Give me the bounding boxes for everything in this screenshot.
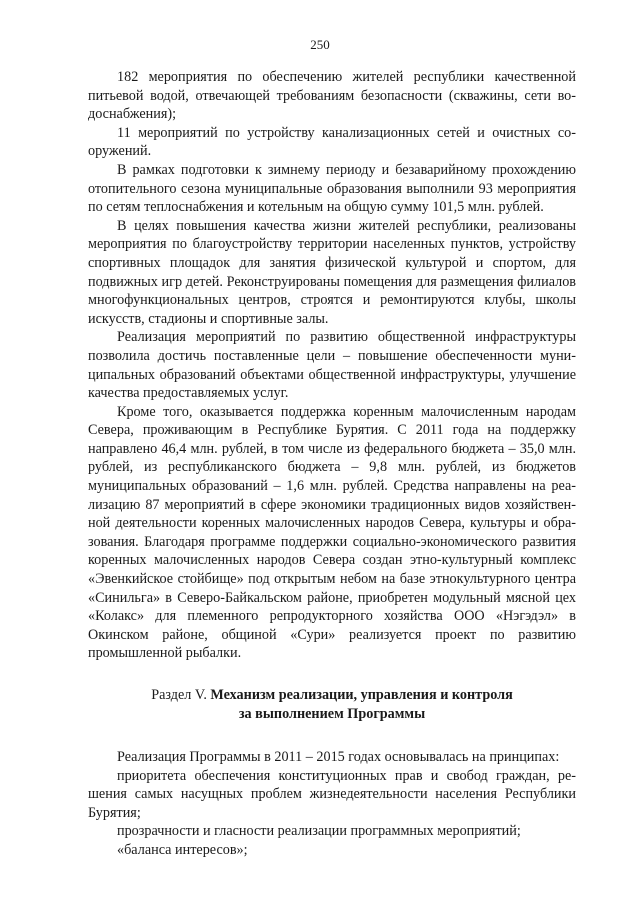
page-number: 250 bbox=[310, 37, 330, 52]
section-heading-prefix: Раздел V. bbox=[151, 687, 211, 703]
paragraph: В рамках подготовки к зимнему периоду и безаварийному прохождению отопительного сезона муниципальные образования выполнили 93 мероприятия по сетям теплоснабжения и котельным на общую сумму 101,5 млн. рублей. bbox=[88, 161, 576, 216]
section-heading bbox=[88, 686, 576, 724]
list-item: «баланса интересов»; bbox=[117, 841, 248, 858]
paragraph: В целях повышения качества жизни жителей республики, реализованы мероприятия по благоустройству территории населенных пунктов, устройству спортивных площадок для занятия физической культурой и спортом, для подвижных игр детей. Реконструированы помещения для размещения филиалов многофункциональных центров, строятся и ремонтируются клубы, школы искусств, стадионы и спортивные залы. bbox=[88, 217, 576, 327]
paragraph: 11 мероприятий по устройству канализационных сетей и очистных сооружений. bbox=[88, 124, 576, 160]
paragraph: Кроме того, оказывается поддержка коренным малочисленным народам Севера, проживающим в Республике Бурятия. С 2011 года на поддержку направлено 46,4 млн. рублей, в том числе из федерального бюджета – 35,0 млн. рублей, из республиканского бюджета – 9,8 млн. рублей, из бюджетов муниципальных образований – 1,6 млн. рублей. Средства направлены на реализацию 87 мероприятий в сфере экономики традиционных видов хозяйственной деятельности коренных малочисленных народов Севера, культуры и образования. Благодаря программе поддержки социально-экономического развития коренных малочисленных народов Севера создан этно-культурный комплекс «Эвенкийское стойбище» под открытым небом на базе этнокультурного центра «Синильга» в Северо-Байкальском районе, приобретен модульный мясной цех «Колакс» для племенного репродукторного хозяйства ООО «Нэгэдэл» в Окинском районе, общиной «Сури» реализуется проект по развитию промышленной рыбалки. bbox=[88, 403, 576, 662]
paragraph: Реализация Программы в 2011 – 2015 годах основывалась на принципах: bbox=[117, 749, 560, 765]
paragraph: 182 мероприятия по обеспечению жителей республики качественной питьевой водой, отвечающей требованиям безопасности (скважины, сети водоснабжения); bbox=[88, 69, 576, 123]
section-heading-title-line2: за выполнением Программы bbox=[238, 706, 426, 722]
section-heading-title-line1: Механизм реализации, управления и контроля bbox=[210, 687, 513, 703]
document-body bbox=[88, 68, 576, 860]
paragraph: Реализация мероприятий по развитию общественной инфраструктуры позволила достичь поставленные цели – повышение обеспеченности муниципальных образований объектами общественной инфраструктуры, улучшение качества предоставляемых услуг. bbox=[88, 329, 576, 402]
list-item: приоритета обеспечения конституционных прав и свобод граждан, решения самых насущных проблем жизнедеятельности населения Республики Бурятия; bbox=[88, 767, 576, 821]
list-item: прозрачности и гласности реализации программных мероприятий; bbox=[117, 823, 521, 840]
